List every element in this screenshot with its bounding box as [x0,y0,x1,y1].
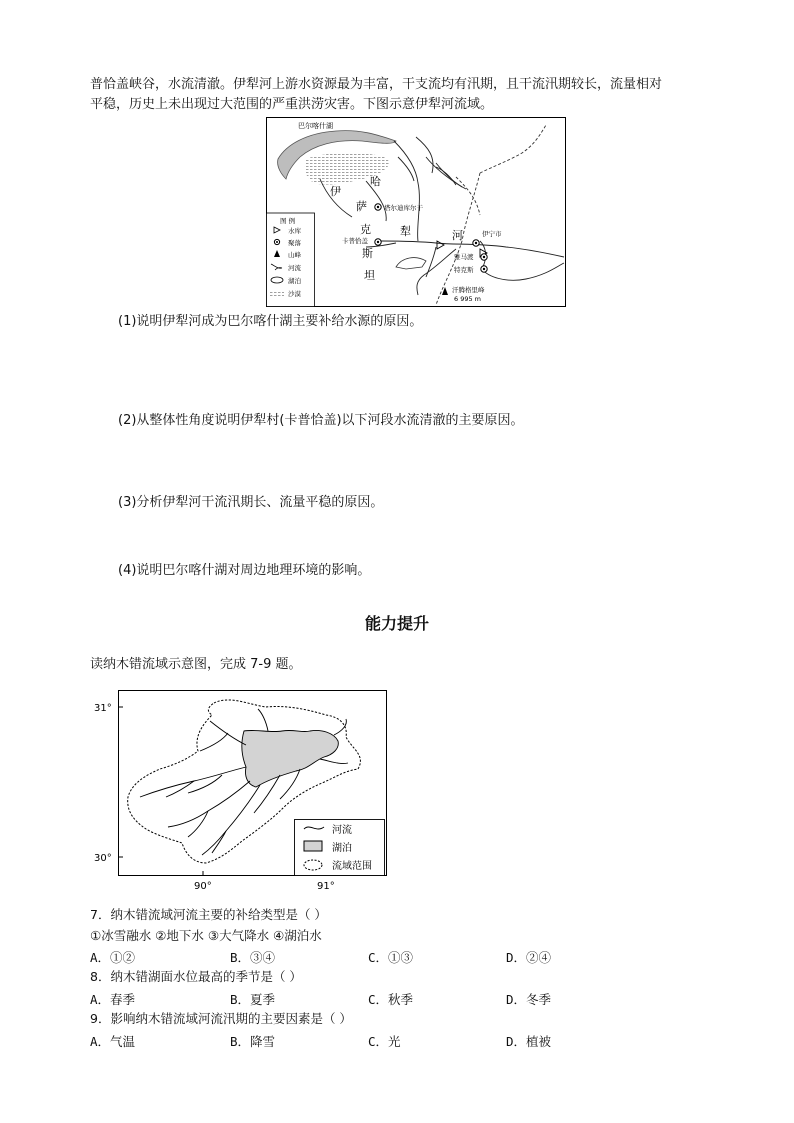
map1-legend [267,213,315,307]
svg-text:克: 克 [360,223,371,236]
q8-option-d[interactable]: D．冬季 [506,992,552,1007]
svg-text:30°: 30° [94,853,112,864]
q8-option-a[interactable]: A．春季 [90,992,136,1007]
question-8: 8．纳木错湖面水位最高的季节是（ ） [90,969,302,984]
svg-text:沙漠: 沙漠 [288,290,301,298]
question-3: (3)分析伊犁河干流汛期长、流量平稳的原因。 [118,495,384,510]
svg-text:流域范围: 流域范围 [332,861,372,872]
svg-text:河流: 河流 [288,264,301,272]
svg-text:河流: 河流 [332,825,352,836]
namtso-basin-map [90,685,395,895]
question-2: (2)从整体性角度说明伊犁村(卡普恰盖)以下河段水流清澈的主要原因。 [118,413,524,428]
svg-text:雅马渡: 雅马渡 [454,253,474,261]
q9-option-b[interactable]: B．降雪 [230,1034,276,1049]
intro-line-1: 普恰盖峡谷，水流清澈。伊犁河上游水资源最为丰富，干支流均有汛期，且干流汛期较长，流量相对 [90,77,663,92]
q7-option-b[interactable]: B．③④ [230,950,276,965]
q7-option-c[interactable]: C．①③ [368,950,414,965]
svg-text:伊: 伊 [330,185,341,198]
q9-option-c[interactable]: C．光 [368,1034,401,1049]
svg-text:斯: 斯 [362,247,373,260]
question-7-items: ①冰雪融水 ②地下水 ③大气降水 ④湖泊水 [90,928,322,943]
q9-option-d[interactable]: D．植被 [506,1034,552,1049]
svg-text:萨: 萨 [356,200,367,213]
map2-legend [295,820,385,876]
svg-text:犁: 犁 [400,225,411,238]
lake-icon [271,277,283,283]
q9-option-a[interactable]: A．气温 [90,1034,136,1049]
svg-text:哈: 哈 [370,175,381,188]
question-4: (4)说明巴尔喀什湖对周边地理环境的影响。 [118,563,371,578]
svg-text:图 例: 图 例 [280,217,296,225]
svg-text:汗腾格里峰: 汗腾格里峰 [452,286,485,294]
question-7: 7．纳木错流域河流主要的补给类型是（ ） [90,907,327,922]
svg-text:伊宁市: 伊宁市 [482,230,502,238]
q8-option-c[interactable]: C．秋季 [368,992,414,1007]
svg-text:湖泊: 湖泊 [288,277,301,285]
svg-text:湖泊: 湖泊 [332,843,352,854]
svg-text:聚落: 聚落 [288,239,301,247]
lake-label: 巴尔喀什湖 [298,122,333,130]
svg-text:90°: 90° [194,881,212,892]
question-1: (1)说明伊犁河成为巴尔喀什湖主要补给水源的原因。 [118,314,423,329]
desert-icon [270,290,284,296]
svg-text:31°: 31° [94,703,112,714]
question-9: 9．影响纳木错流域河流汛期的主要因素是（ ） [90,1011,352,1026]
svg-text:塔尔迪库尔干: 塔尔迪库尔干 [384,204,423,212]
svg-text:特克斯: 特克斯 [454,266,474,274]
svg-text:91°: 91° [317,881,335,892]
svg-text:河: 河 [452,229,463,242]
q7-option-a[interactable]: A．①② [90,950,136,965]
intro-line-2: 平稳，历史上未出现过大范围的严重洪涝灾害。下图示意伊犁河流域。 [90,97,494,112]
svg-text:水库: 水库 [288,227,301,235]
section-title: 能力提升 [364,614,429,633]
svg-text:山峰: 山峰 [288,251,301,259]
svg-text:卡普恰盖: 卡普恰盖 [342,237,368,245]
q8-option-b[interactable]: B．夏季 [230,992,276,1007]
q7-option-d[interactable]: D．②④ [506,950,552,965]
ili-river-map [266,117,566,307]
lead-text: 读纳木错流域示意图，完成 7-9 题。 [90,657,302,672]
lake-icon [304,841,322,851]
svg-text:6 995 m: 6 995 m [454,295,482,303]
svg-text:坦: 坦 [364,269,375,282]
